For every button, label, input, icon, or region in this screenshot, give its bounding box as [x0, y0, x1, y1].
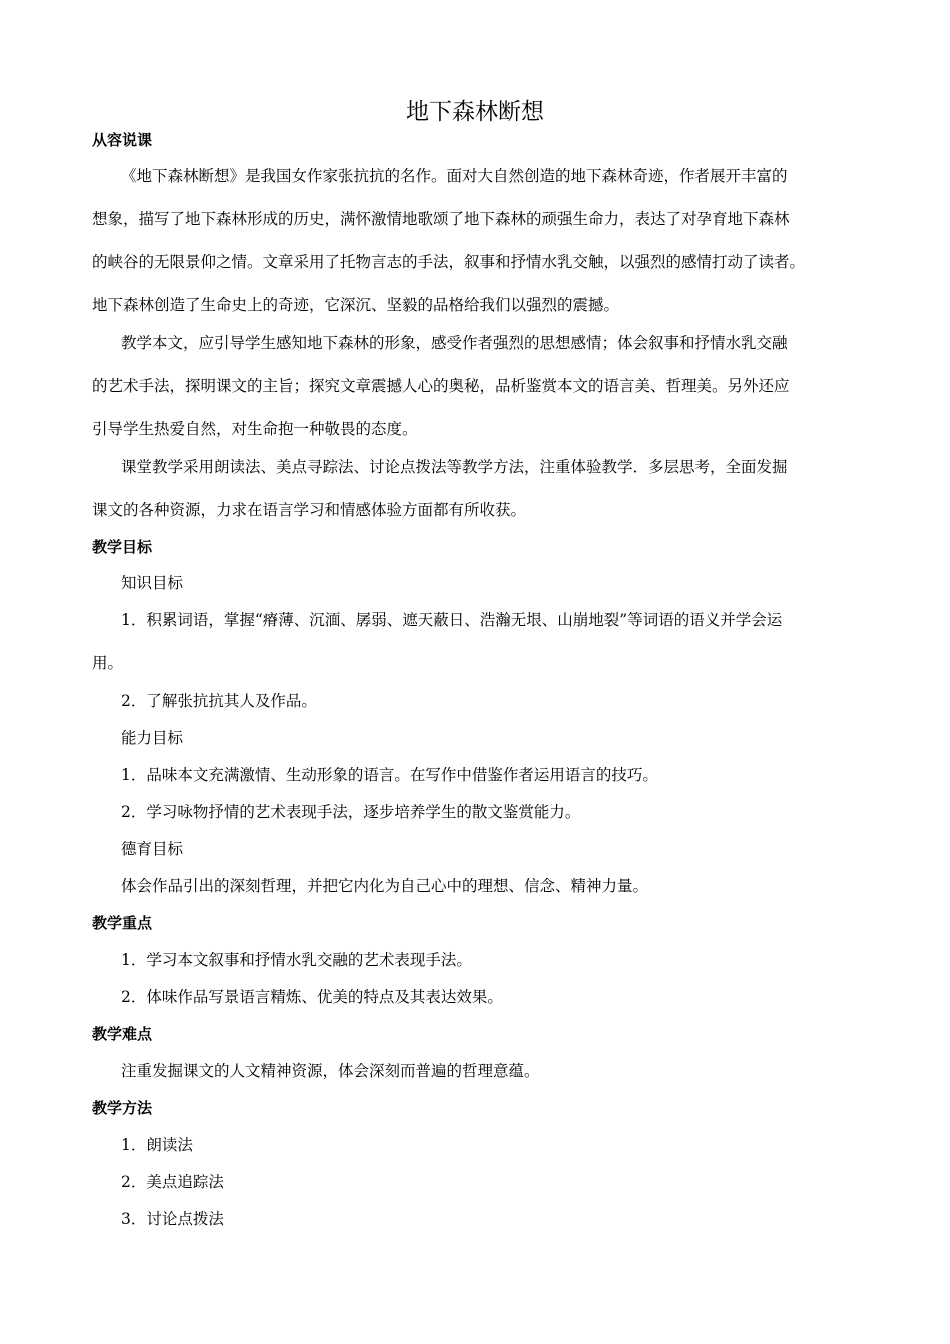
intro-p1-line-4: 地下森林创造了生命史上的奇迹，它深沉、坚毅的品格给我们以强烈的震撼。: [92, 296, 620, 314]
difficulty-item-1: 注重发掘课文的人文精神资源，体会深刻而普遍的哲理意蕴。: [121, 1062, 540, 1080]
section-heading-methods: 教学方法: [92, 1099, 153, 1117]
goals-ability-item-1: 1．品味本文充满激情、生动形象的语言。在写作中借鉴作者运用语言的技巧。: [121, 766, 658, 784]
goals-knowledge-label: 知识目标: [121, 574, 184, 592]
goals-moral-item-1: 体会作品引出的深刻哲理，并把它内化为自己心中的理想、信念、精神力量。: [121, 877, 649, 895]
goals-knowledge-item-2: 2．了解张抗抗其人及作品。: [121, 692, 317, 710]
section-heading-goals: 教学目标: [92, 538, 153, 556]
goals-knowledge-item-1-cont: 用。: [92, 654, 124, 672]
goals-ability-label: 能力目标: [121, 729, 184, 747]
intro-p1-line-1: 《地下森林断想》是我国女作家张抗抗的名作。面对大自然创造的地下森林奇迹，作者展开丰富的: [121, 167, 788, 185]
section-heading-key: 教学重点: [92, 914, 153, 932]
methods-item-1: 1．朗读法: [121, 1136, 193, 1154]
section-heading-intro: 从容说课: [92, 131, 153, 149]
goals-knowledge-item-1: 1．积累词语，掌握“瘠薄、沉湎、孱弱、遮天蔽日、浩瀚无垠、山崩地裂”等词语的语义并学会运: [121, 611, 783, 629]
intro-p3-line-2: 课文的各种资源，力求在语言学习和情感体验方面都有所收获。: [92, 501, 527, 519]
methods-item-2: 2．美点追踪法: [121, 1173, 224, 1191]
methods-item-3: 3．讨论点拨法: [121, 1210, 224, 1228]
intro-p2-line-2: 的艺术手法，探明课文的主旨；探究文章震撼人心的奥秘，品析鉴赏本文的语言美、哲理美。另外还应: [92, 377, 790, 395]
goals-ability-item-2: 2．学习咏物抒情的艺术表现手法，逐步培养学生的散文鉴赏能力。: [121, 803, 581, 821]
goals-moral-label: 德育目标: [121, 840, 184, 858]
key-item-1: 1．学习本文叙事和抒情水乳交融的艺术表现手法。: [121, 951, 472, 969]
document-title: 地下森林断想: [406, 99, 544, 125]
intro-p2-line-3: 引导学生热爱自然，对生命抱一种敬畏的态度。: [92, 420, 418, 438]
intro-p3-line-1: 课堂教学采用朗读法、美点寻踪法、讨论点拨法等教学方法，注重体验教学．多层思考，全面发掘: [121, 458, 788, 476]
intro-p1-line-3: 的峡谷的无限景仰之情。文章采用了托物言志的手法，叙事和抒情水乳交触，以强烈的感情打动了读者。: [92, 253, 806, 271]
intro-p2-line-1: 教学本文，应引导学生感知地下森林的形象，感受作者强烈的思想感情；体会叙事和抒情水乳交融: [121, 334, 788, 352]
section-heading-difficulty: 教学难点: [92, 1025, 153, 1043]
key-item-2: 2．体味作品写景语言精炼、优美的特点及其表达效果。: [121, 988, 503, 1006]
intro-p1-line-2: 想象，描写了地下森林形成的历史，满怀激情地歌颂了地下森林的顽强生命力，表达了对孕育地下森林: [92, 210, 790, 228]
